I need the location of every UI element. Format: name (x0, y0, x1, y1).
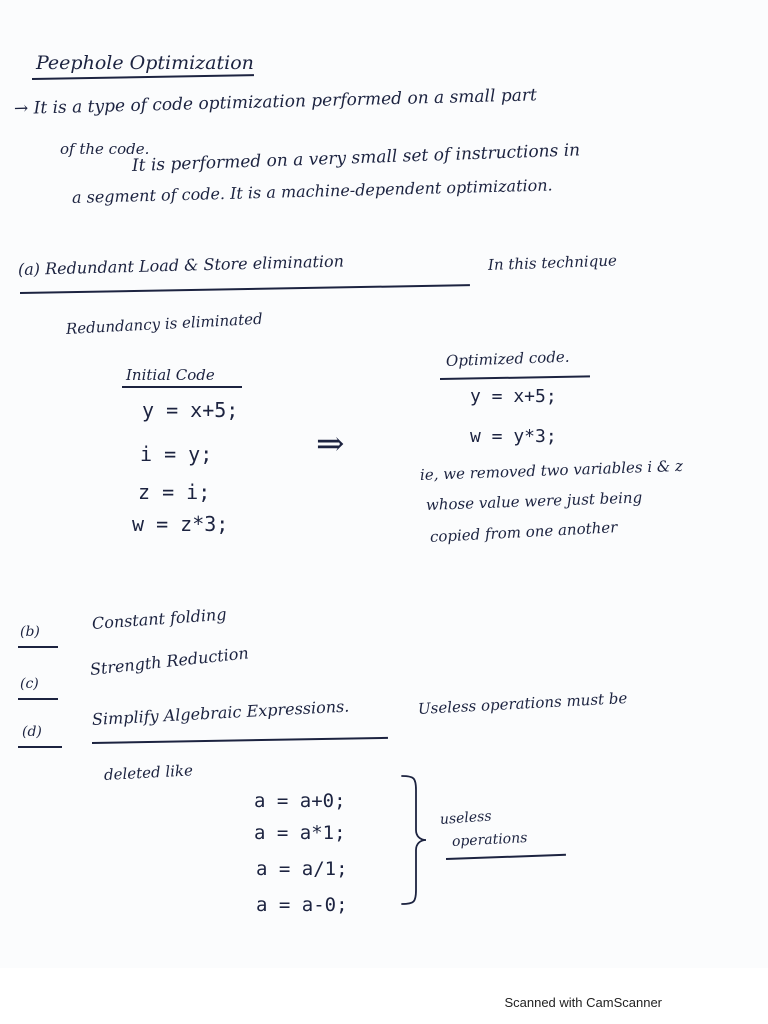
useless-op-4: a = a-0; (256, 894, 348, 916)
useless-op-2: a = a*1; (254, 822, 346, 844)
initial-code-underline (122, 386, 242, 388)
useless-op-3: a = a/1; (256, 858, 348, 880)
initial-code-line-4: w = z*3; (132, 512, 229, 536)
page-title: Peephole Optimization (36, 52, 254, 74)
initial-code-line-3: z = i; (138, 480, 211, 504)
useless-label-underline (446, 854, 566, 860)
item-c-text: Strength Reduction (88, 643, 250, 679)
useless-op-1: a = a+0; (254, 790, 346, 812)
optimized-code-underline (440, 375, 590, 379)
item-b-text: Constant folding (91, 604, 228, 633)
initial-code-line-2: i = y; (140, 442, 213, 466)
item-d-underline (92, 737, 388, 744)
note-line-1: ie, we removed two variables i & z (419, 456, 684, 484)
section-a-line-2: Redundancy is eliminated (65, 309, 264, 338)
title-underline (32, 74, 254, 79)
optimized-code-line-1: y = x+5; (470, 386, 557, 407)
useless-label-line-1: useless (439, 808, 493, 828)
item-d-marker: (d) (22, 724, 42, 740)
scan-footer (0, 968, 768, 1024)
right-brace-icon (396, 770, 432, 910)
intro-line-4: a segment of code. It is a machine-dependent optimization. (71, 175, 553, 207)
section-d-tail: Useless operations must be (417, 689, 628, 718)
item-b-marker: (b) (20, 624, 40, 640)
note-line-2: whose value were just being (425, 488, 643, 514)
section-a-tail: In this technique (487, 251, 618, 274)
optimized-code-line-2: w = y*3; (470, 426, 557, 447)
intro-line-3: It is performed on a very small set of instructions in (131, 140, 581, 176)
footer-watermark: Scanned with CamScanner (504, 995, 662, 1010)
section-a-underline (20, 284, 470, 293)
item-c-marker-underline (18, 698, 58, 700)
intro-line-1: → It is a type of code optimization performed on a small part (13, 85, 538, 119)
section-a-heading: (a) Redundant Load & Store elimination (17, 251, 345, 279)
note-line-3: copied from one another (429, 518, 618, 546)
item-b-marker-underline (18, 646, 58, 648)
initial-code-label: Initial Code (126, 366, 215, 384)
intro-line-2: of the code. (60, 140, 150, 158)
implies-arrow-icon: ⇒ (316, 424, 345, 464)
optimized-code-label: Optimized code. (445, 347, 570, 370)
item-c-marker: (c) (20, 676, 39, 692)
useless-label-line-2: operations (451, 830, 528, 850)
item-d-text: Simplify Algebraic Expressions. (91, 696, 350, 729)
initial-code-line-1: y = x+5; (142, 398, 239, 422)
item-d-marker-underline (18, 746, 62, 748)
section-d-line-2: deleted like (103, 761, 194, 784)
